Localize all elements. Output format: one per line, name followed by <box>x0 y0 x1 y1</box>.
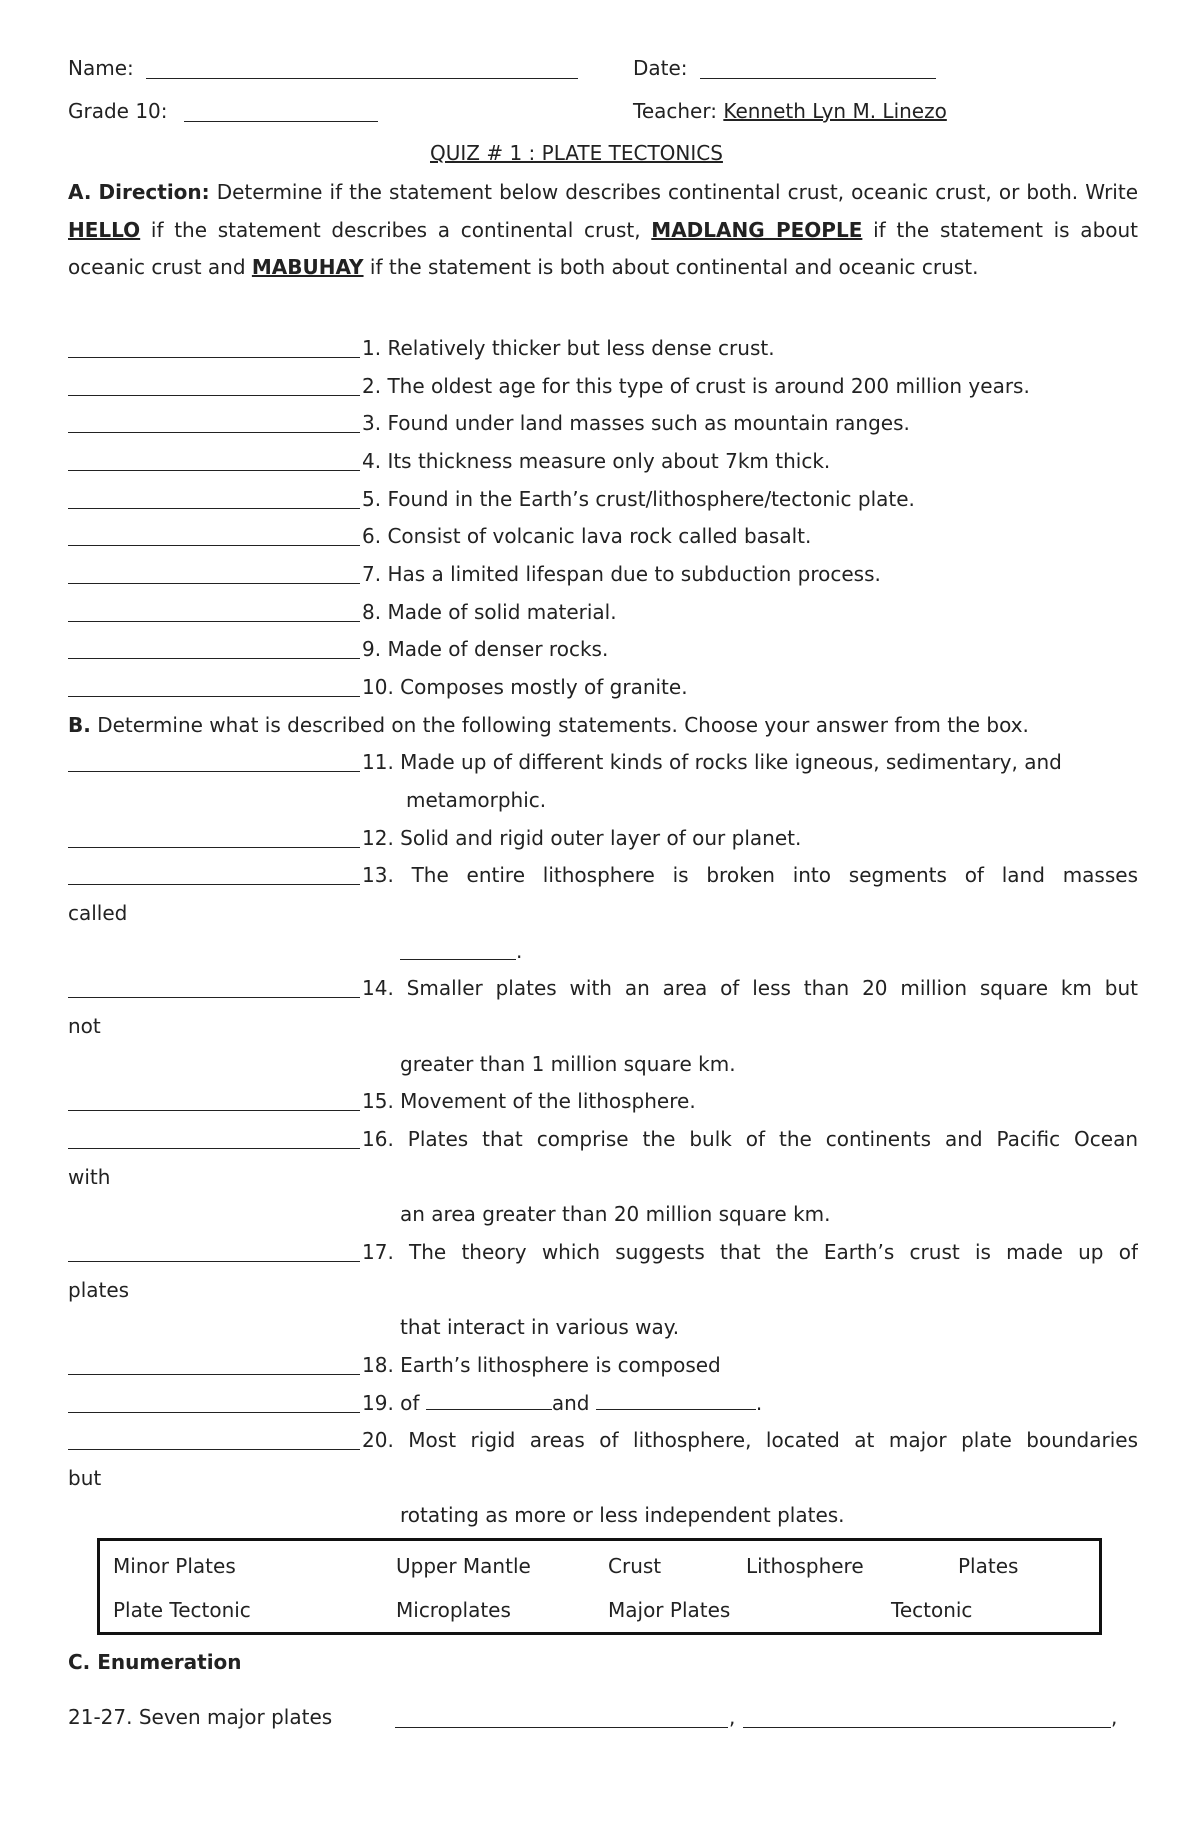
answer-blank[interactable] <box>68 1148 360 1149</box>
question-wrap: called <box>68 901 128 925</box>
inline-blank[interactable] <box>596 1391 756 1410</box>
answer-blank[interactable] <box>68 847 360 848</box>
question-row: 17. The theory which suggests that the Earth’s crust is made up of <box>68 1240 1138 1264</box>
question-row: 19. of and . <box>68 1391 1138 1415</box>
question-row: 20. Most rigid areas of lithosphere, located at major plate boundaries <box>68 1428 1138 1452</box>
name-field[interactable] <box>146 78 578 79</box>
section-a-direction: A. Direction: Determine if the statement below describes continental crust, oceanic crust, or both. Write HELLO if the statement describes a continental crust, MADLANG PEOPLE if the statement is about oceanic crust and MABUHAY if the statement is both about continental and oceanic crust. <box>68 180 1139 280</box>
keyword-madlang-people: MADLANG PEOPLE <box>651 217 863 242</box>
enumeration-blank[interactable] <box>395 1727 728 1728</box>
choice-item: Upper Mantle <box>396 1554 531 1578</box>
teacher-label: Teacher: Kenneth Lyn M. Linezo <box>633 99 947 123</box>
choice-item: Minor Plates <box>113 1554 236 1578</box>
teacher-name: Kenneth Lyn M. Linezo <box>723 99 947 123</box>
question-row: 18. Earth’s lithosphere is composed <box>68 1353 1138 1377</box>
choice-item: Major Plates <box>608 1598 731 1622</box>
answer-blank[interactable] <box>68 884 360 885</box>
question-continuation: greater than 1 million square km. <box>400 1052 736 1076</box>
answer-blank[interactable] <box>68 997 360 998</box>
question-continuation: that interact in various way. <box>400 1315 680 1339</box>
question-row: 16. Plates that comprise the bulk of the continents and Pacific Ocean <box>68 1127 1138 1151</box>
question-row: 13. The entire lithosphere is broken into segments of land masses <box>68 863 1138 887</box>
question-row: 9. Made of denser rocks. <box>68 637 1138 661</box>
keyword-mabuhay: MABUHAY <box>251 255 364 280</box>
question-row: 11. Made up of different kinds of rocks like igneous, sedimentary, and <box>68 750 1138 774</box>
keyword-hello: HELLO <box>68 217 141 242</box>
name-label: Name: <box>68 56 134 80</box>
grade-label: Grade 10: <box>68 99 168 123</box>
answer-blank[interactable] <box>68 1261 360 1262</box>
answer-blank[interactable] <box>68 1110 360 1111</box>
question-row: 4. Its thickness measure only about 7km thick. <box>68 449 1138 473</box>
section-c-title: C. Enumeration <box>68 1650 242 1674</box>
date-label: Date: <box>633 56 688 80</box>
answer-blank[interactable] <box>68 1374 360 1375</box>
question-row: 10. Composes mostly of granite. <box>68 675 1138 699</box>
question-row: 15. Movement of the lithosphere. <box>68 1089 1138 1113</box>
answer-blank[interactable] <box>68 432 360 433</box>
choice-item: Microplates <box>396 1598 511 1622</box>
answer-blank[interactable] <box>68 1412 360 1413</box>
question-row: 5. Found in the Earth’s crust/lithosphere/tectonic plate. <box>68 487 1138 511</box>
enumeration-question: 21-27. Seven major plates <box>68 1705 333 1729</box>
inline-period: . <box>516 939 523 963</box>
answer-blank[interactable] <box>68 508 360 509</box>
question-row: 12. Solid and rigid outer layer of our planet. <box>68 826 1138 850</box>
answer-blank[interactable] <box>68 696 360 697</box>
answer-blank[interactable] <box>68 583 360 584</box>
question-wrap: with <box>68 1165 111 1189</box>
choice-item: Tectonic <box>891 1598 973 1622</box>
choice-item: Plate Tectonic <box>113 1598 251 1622</box>
answer-blank[interactable] <box>68 621 360 622</box>
answer-blank[interactable] <box>68 1449 360 1450</box>
enumeration-blank[interactable] <box>743 1727 1111 1728</box>
answer-blank[interactable] <box>68 545 360 546</box>
question-row: 8. Made of solid material. <box>68 600 1138 624</box>
choice-item: Lithosphere <box>746 1554 864 1578</box>
question-continuation: metamorphic. <box>406 788 547 812</box>
question-row: 7. Has a limited lifespan due to subduction process. <box>68 562 1138 586</box>
comma: , <box>1111 1705 1118 1729</box>
question-wrap: but <box>68 1466 102 1490</box>
question-wrap: plates <box>68 1278 130 1302</box>
choice-item: Plates <box>958 1554 1019 1578</box>
answer-blank[interactable] <box>68 470 360 471</box>
question-row: 6. Consist of volcanic lava rock called basalt. <box>68 524 1138 548</box>
question-continuation: rotating as more or less independent plates. <box>400 1503 845 1527</box>
page-title: QUIZ # 1 : PLATE TECTONICS <box>430 141 723 165</box>
section-b-instruction: B. Determine what is described on the following statements. Choose your answer from the box. <box>68 713 1029 737</box>
answer-choices-box <box>97 1538 1102 1635</box>
question-continuation: an area greater than 20 million square km. <box>400 1202 831 1226</box>
question-row: 1. Relatively thicker but less dense crust. <box>68 336 1138 360</box>
question-wrap: not <box>68 1014 101 1038</box>
question-row: 3. Found under land masses such as mountain ranges. <box>68 411 1138 435</box>
inline-blank[interactable] <box>400 959 516 960</box>
choice-item: Crust <box>608 1554 662 1578</box>
comma: , <box>729 1705 736 1729</box>
answer-blank[interactable] <box>68 357 360 358</box>
answer-blank[interactable] <box>68 771 360 772</box>
question-row: 14. Smaller plates with an area of less than 20 million square km but <box>68 976 1138 1000</box>
answer-blank[interactable] <box>68 658 360 659</box>
question-row: 2. The oldest age for this type of crust is around 200 million years. <box>68 374 1138 398</box>
answer-blank[interactable] <box>68 395 360 396</box>
date-field[interactable] <box>700 78 936 79</box>
inline-blank[interactable] <box>426 1391 552 1410</box>
grade-field[interactable] <box>184 121 378 122</box>
